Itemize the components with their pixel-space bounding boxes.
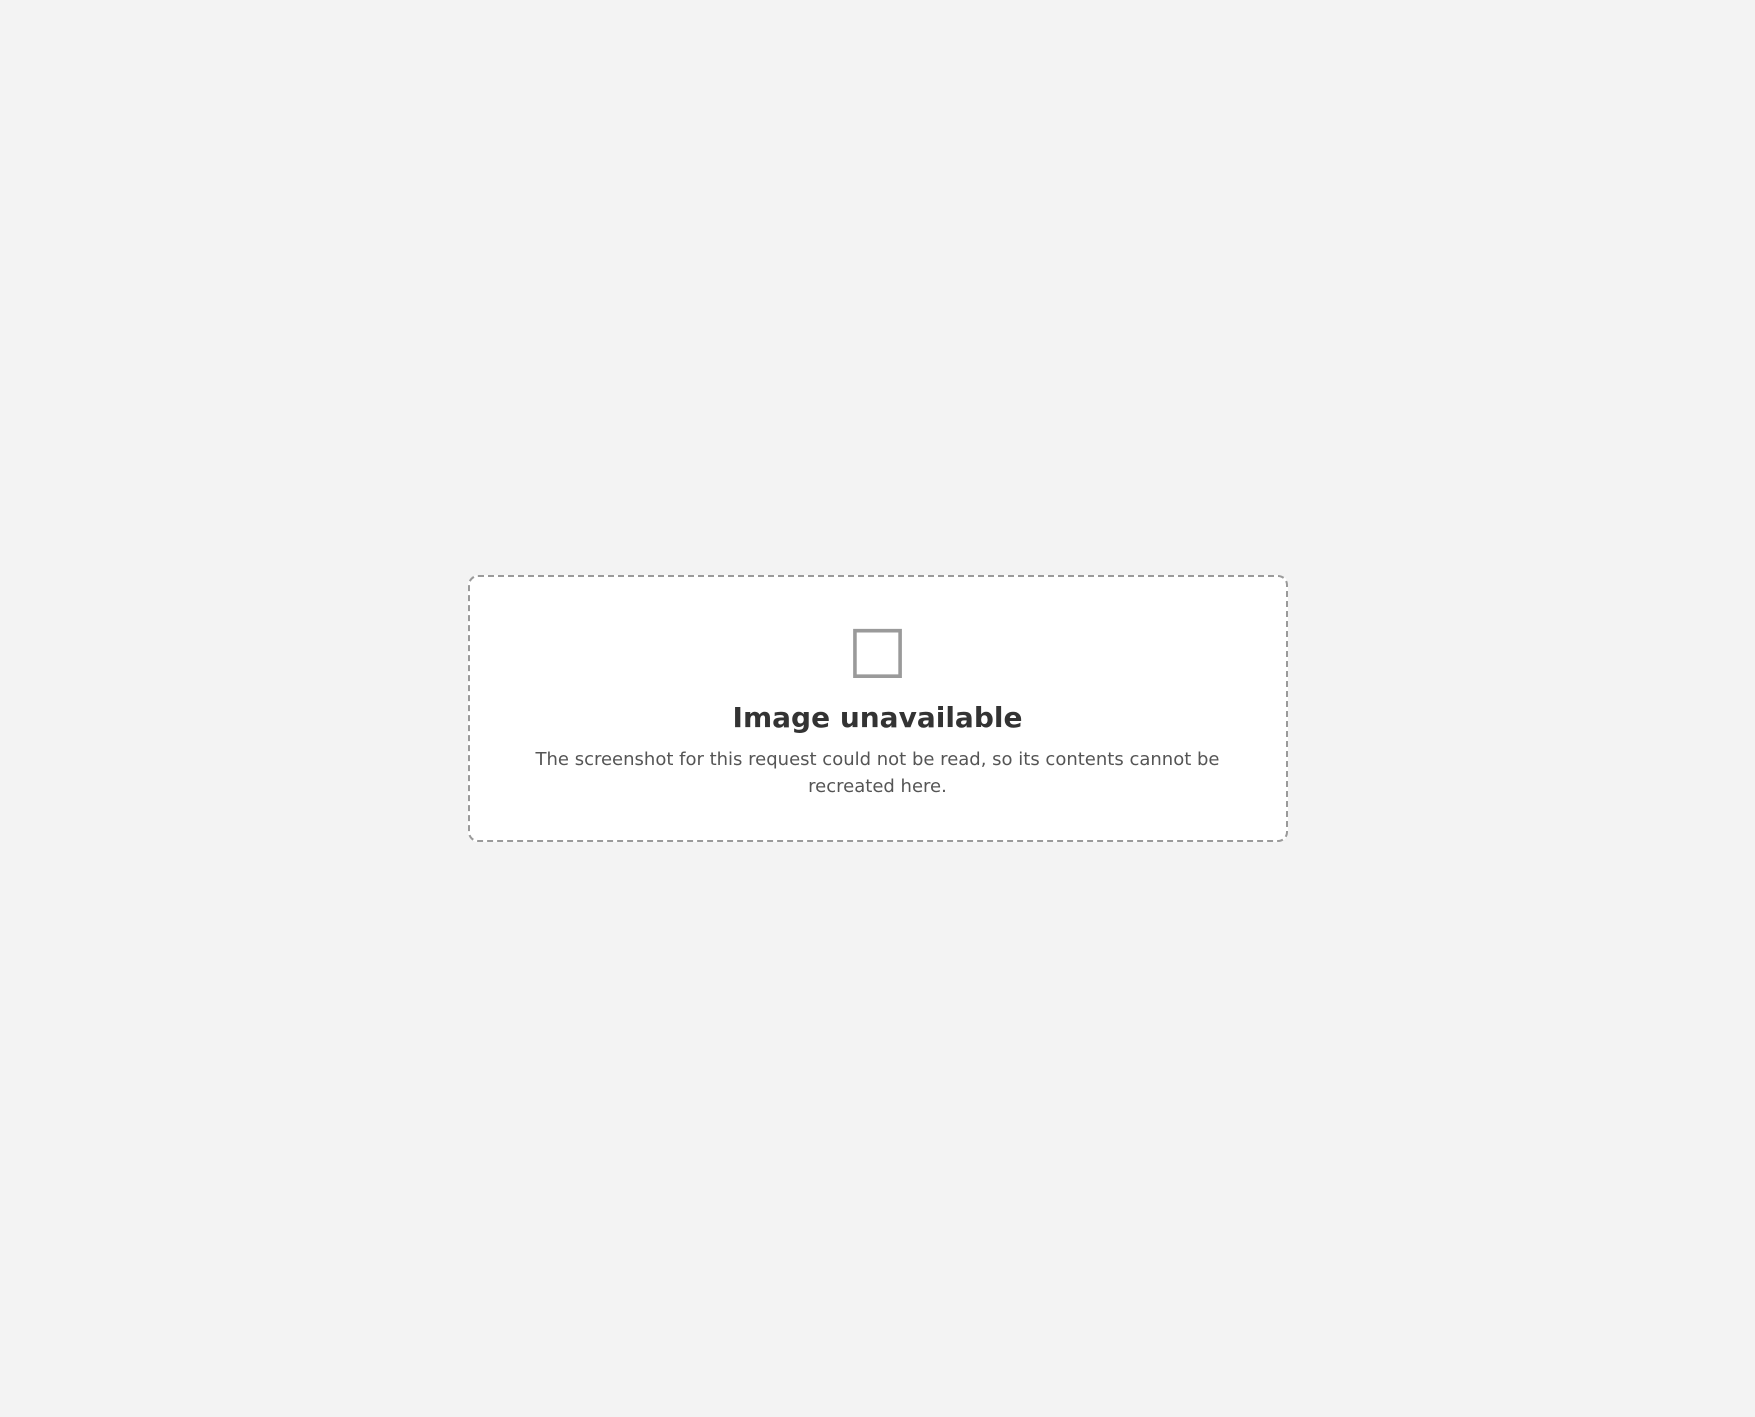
broken-image-icon: □ xyxy=(847,612,908,686)
image-unavailable-panel xyxy=(468,575,1288,842)
placeholder-title: Image unavailable xyxy=(732,701,1023,734)
placeholder-message: The screenshot for this request could not be read, so its contents cannot be recreated here. xyxy=(535,749,1220,797)
